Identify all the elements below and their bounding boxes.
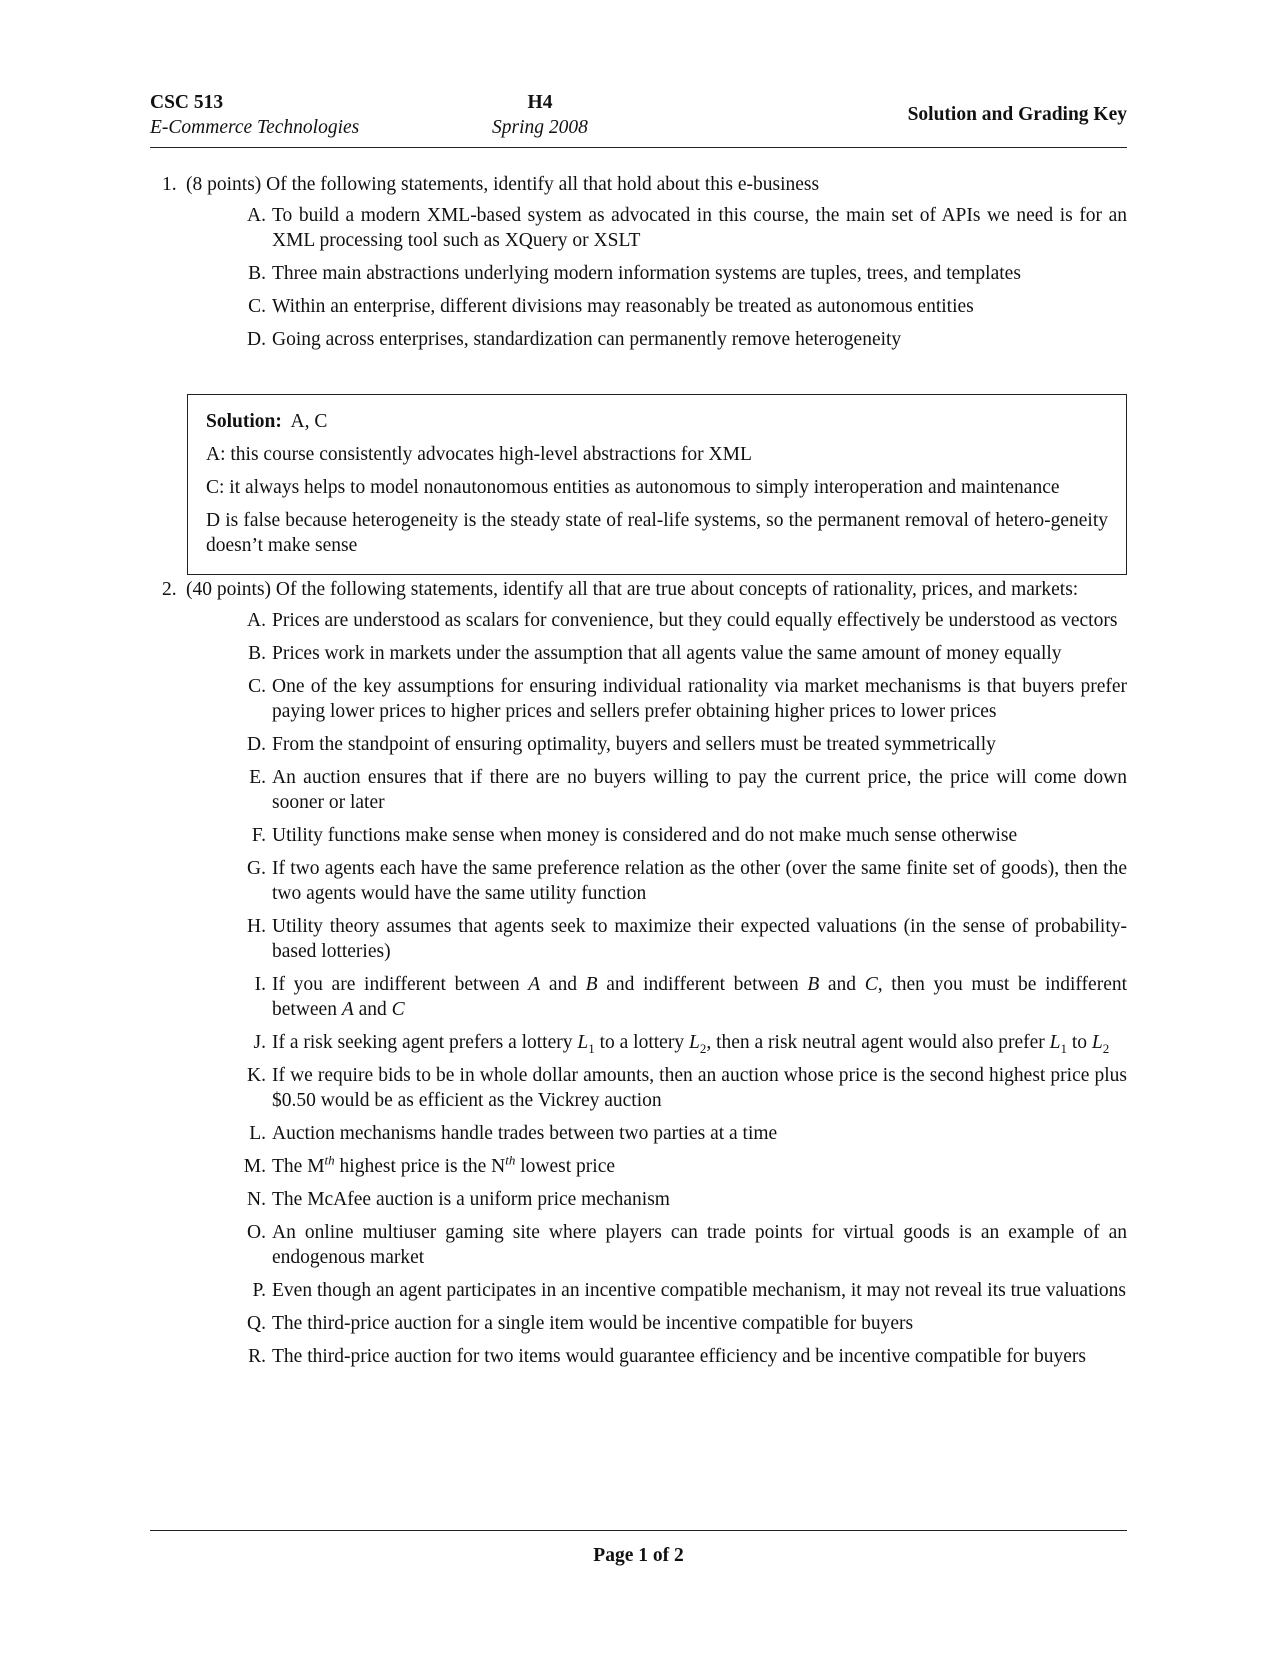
option-item xyxy=(150,1121,1127,1146)
math-var: B xyxy=(807,974,820,995)
option-letter: C. xyxy=(248,676,266,697)
option-item xyxy=(150,1220,1127,1270)
text-run: The M xyxy=(272,1156,325,1177)
option-letter: D. xyxy=(247,734,266,755)
doc-title: Solution and Grading Key xyxy=(907,104,1127,125)
option-letter: A. xyxy=(247,610,266,631)
solution-box xyxy=(187,394,1127,575)
text-run: , then you must be indifferent between xyxy=(272,974,1128,1020)
option-item xyxy=(150,1030,1127,1055)
math-subscript: 2 xyxy=(1102,1040,1110,1056)
option-letter: Q. xyxy=(247,1313,266,1334)
option-item xyxy=(150,856,1127,906)
option-letter: E. xyxy=(249,767,266,788)
option-item xyxy=(150,914,1127,964)
option-text: The McAfee auction is a uniform price mechanism xyxy=(272,1189,670,1210)
math-var: B xyxy=(585,974,598,995)
math-var: L xyxy=(1049,1032,1061,1053)
option-letter: H. xyxy=(247,916,266,937)
math-var: A xyxy=(341,999,354,1020)
option-text: Even though an agent participates in an incentive compatible mechanism, it may not reveal its true valuations xyxy=(272,1280,1126,1301)
question-1 xyxy=(150,172,1127,360)
option-text xyxy=(272,1032,1110,1056)
text-run: and indifferent between xyxy=(597,974,808,995)
math-var: L xyxy=(1091,1032,1103,1053)
solution-line: A: this course consistently advocates high-level abstractions for XML xyxy=(206,444,752,465)
text-run: If you are indifferent between xyxy=(272,974,529,995)
text-run: and xyxy=(540,974,586,995)
solution-label: Solution: xyxy=(206,411,282,432)
option-item xyxy=(150,765,1127,815)
solution-line: C: it always helps to model nonautonomous entities as autonomous to simply interoperation and maintenance xyxy=(206,477,1060,498)
option-text: An online multiuser gaming site where players can trade points for virtual goods is an example of an endogenous market xyxy=(272,1222,1127,1268)
text-run: highest price is the N xyxy=(334,1156,506,1177)
option-text: Auction mechanisms handle trades between two parties at a time xyxy=(272,1123,778,1144)
math-var: L xyxy=(577,1032,589,1053)
text-run: and xyxy=(353,999,392,1020)
document-page xyxy=(150,0,1127,1656)
math-var: C xyxy=(864,974,878,995)
option-item xyxy=(150,823,1127,848)
option-text: Prices are understood as scalars for convenience, but they could equally effectively be understood as vectors xyxy=(272,610,1118,631)
option-item xyxy=(150,261,1127,286)
math-var: C xyxy=(391,999,405,1020)
option-letter: M. xyxy=(243,1156,266,1177)
option-letter: I. xyxy=(254,974,266,995)
option-item xyxy=(150,1187,1127,1212)
option-list xyxy=(150,608,1127,1369)
option-text: If two agents each have the same preference relation as the other (over the same finite set of goods), then the two agents would have the same utility function xyxy=(272,858,1127,904)
option-letter: B. xyxy=(248,643,266,664)
page-header xyxy=(150,87,1127,148)
math-subscript: 2 xyxy=(699,1040,707,1056)
term: Spring 2008 xyxy=(492,117,588,138)
option-letter: N. xyxy=(247,1189,266,1210)
question-prompt xyxy=(150,172,1127,197)
option-item xyxy=(150,608,1127,633)
option-item xyxy=(150,1063,1127,1113)
option-letter: J. xyxy=(253,1032,266,1053)
option-text: If we require bids to be in whole dollar amounts, then an auction whose price is the second highest price plus $0.50 would be as efficient as the Vickrey auction xyxy=(272,1065,1127,1111)
option-item xyxy=(150,1154,1127,1179)
math-subscript: 1 xyxy=(1060,1040,1067,1056)
text-run: , then a risk neutral agent would also prefer xyxy=(706,1032,1050,1053)
text-run: to a lottery xyxy=(594,1032,689,1053)
option-letter: B. xyxy=(248,263,266,284)
option-letter: D. xyxy=(247,329,266,350)
option-letter: L. xyxy=(249,1123,266,1144)
option-text xyxy=(272,1152,616,1177)
header-assignment xyxy=(150,90,930,140)
math-superscript: th xyxy=(324,1152,335,1168)
solution-answer xyxy=(206,409,1108,434)
text-run: If a risk seeking agent prefers a lottery xyxy=(272,1032,578,1053)
option-text: The third-price auction for a single item would be incentive compatible for buyers xyxy=(272,1313,914,1334)
option-letter: K. xyxy=(247,1065,266,1086)
page-footer xyxy=(150,1530,1127,1568)
text-run: lowest price xyxy=(515,1156,616,1177)
option-item xyxy=(150,641,1127,666)
question-number: 1. xyxy=(162,174,177,195)
option-text: One of the key assumptions for ensuring individual rationality via market mechanisms is that buyers prefer paying lower prices to higher prices and sellers prefer obtaining higher prices to lower prices xyxy=(272,676,1127,722)
option-item xyxy=(150,203,1127,253)
option-letter: P. xyxy=(252,1280,266,1301)
text-run: and xyxy=(819,974,865,995)
option-text: From the standpoint of ensuring optimality, buyers and sellers must be treated symmetrically xyxy=(272,734,996,755)
question-prompt xyxy=(150,577,1127,602)
option-text: Utility theory assumes that agents seek to maximize their expected valuations (in the sense of probability-based lotteries) xyxy=(272,916,1127,962)
option-text: Prices work in markets under the assumption that all agents value the same amount of money equally xyxy=(272,643,1062,664)
option-text xyxy=(272,974,1127,1020)
text-run: to xyxy=(1067,1032,1092,1053)
question-2 xyxy=(150,577,1127,1377)
math-var: L xyxy=(688,1032,700,1053)
option-item xyxy=(150,972,1127,1022)
question-text: (8 points) Of the following statements, identify all that hold about this e-business xyxy=(186,174,820,195)
question-text: (40 points) Of the following statements, identify all that are true about concepts of rationality, prices, and markets: xyxy=(186,579,1079,600)
option-item xyxy=(150,732,1127,757)
assignment-id: H4 xyxy=(527,92,553,113)
option-item xyxy=(150,1278,1127,1303)
solution-answer-value: A, C xyxy=(290,411,328,432)
option-text: To build a modern XML-based system as advocated in this course, the main set of APIs we need is for an XML processing tool such as XQuery or XSLT xyxy=(272,205,1127,251)
option-text: Three main abstractions underlying modern information systems are tuples, trees, and templates xyxy=(272,263,1021,284)
option-text: Within an enterprise, different divisions may reasonably be treated as autonomous entities xyxy=(272,296,974,317)
option-item xyxy=(150,1311,1127,1336)
option-item xyxy=(150,674,1127,724)
math-var: A xyxy=(528,974,541,995)
option-letter: G. xyxy=(247,858,266,879)
page-number: Page 1 of 2 xyxy=(593,1545,684,1566)
option-letter: C. xyxy=(248,296,266,317)
course-name: E-Commerce Technologies xyxy=(150,117,360,138)
option-item xyxy=(150,327,1127,352)
option-list xyxy=(150,203,1127,352)
option-text: The third-price auction for two items would guarantee efficiency and be incentive compatible for buyers xyxy=(272,1346,1087,1367)
course-code: CSC 513 xyxy=(150,92,224,113)
option-letter: R. xyxy=(248,1346,266,1367)
option-text: Going across enterprises, standardization can permanently remove heterogeneity xyxy=(272,329,902,350)
option-letter: F. xyxy=(251,825,266,846)
option-item xyxy=(150,294,1127,319)
math-subscript: 1 xyxy=(588,1040,595,1056)
option-text: An auction ensures that if there are no buyers willing to pay the current price, the price will come down sooner or later xyxy=(272,767,1127,813)
math-superscript: th xyxy=(505,1152,516,1168)
solution-line: D is false because heterogeneity is the steady state of real-life systems, so the permanent removal of hetero-geneity doesn’t make sense xyxy=(206,510,1108,556)
option-text: Utility functions make sense when money is considered and do not make much sense otherwise xyxy=(272,825,1018,846)
question-number: 2. xyxy=(162,579,177,600)
option-letter: O. xyxy=(247,1222,266,1243)
option-letter: A. xyxy=(247,205,266,226)
option-item xyxy=(150,1344,1127,1369)
